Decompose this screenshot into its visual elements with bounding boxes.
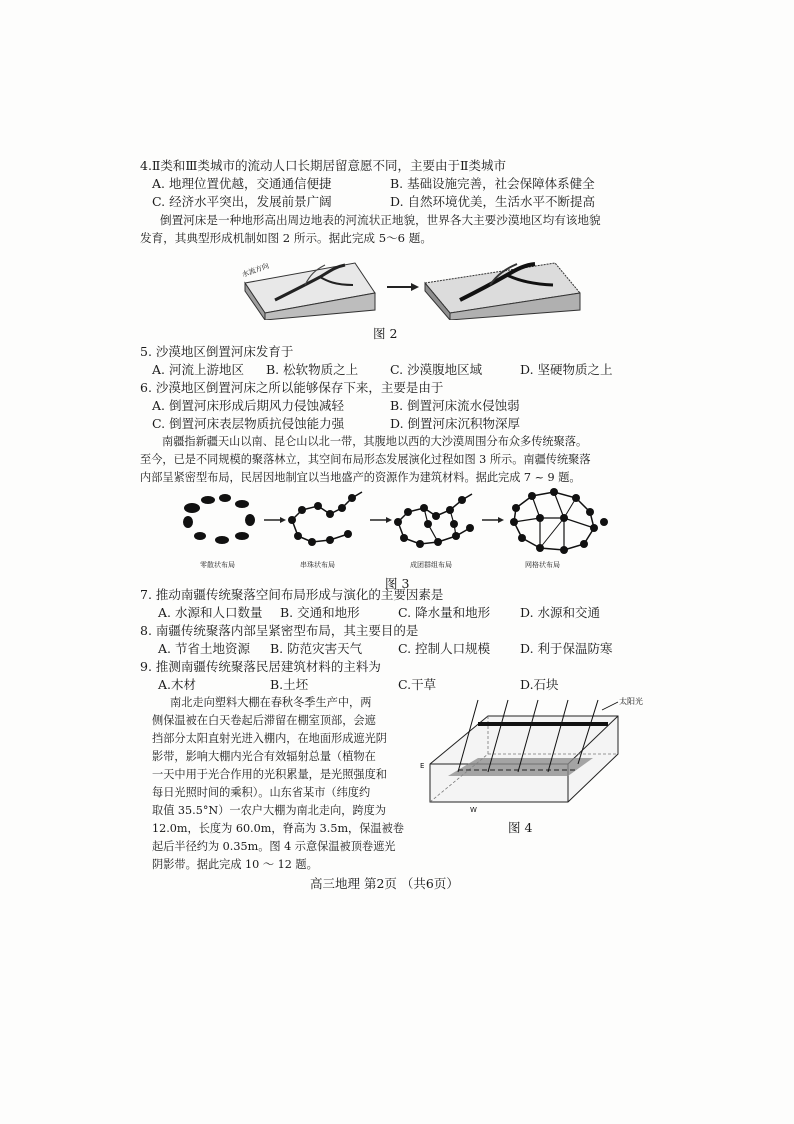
figure-3-diagram (180, 488, 620, 558)
q5-option-a: A. 河流上游地区 (152, 362, 244, 377)
east-label: E (420, 762, 425, 770)
intro-10-12-line2: 侧保温被在白天卷起后滞留在棚室顶部，会遮 (152, 714, 376, 727)
q5-stem: 5. 沙漠地区倒置河床发育于 (140, 344, 294, 359)
beaded-layout-sketch (288, 492, 362, 546)
figure-4-caption: 图 4 (508, 820, 533, 835)
intro-10-12-line3: 挡部分太阳直射光进入棚内，在地面形成遮光阴 (152, 732, 387, 745)
q9-option-c: C.干草 (398, 677, 437, 692)
q4-option-b: B. 基础设施完善，社会保障体系健全 (390, 176, 595, 191)
q6-option-a: A. 倒置河床形成后期风力侵蚀减轻 (152, 398, 344, 413)
q7-option-a: A. 水源和人口数量 (158, 605, 263, 620)
intro-7-9-line3: 内部呈紧密型布局，民居因地制宜以当地盛产的资源作为建筑材料。据此完成 7 ~ 9 题。 (140, 471, 581, 484)
flow-direction-label: 水流方向 (240, 261, 270, 279)
q5-option-c: C. 沙漠腹地区域 (390, 362, 483, 377)
intro-10-12-line6: 每日光照时间的乘积）。山东省某市（纬度约 (152, 786, 371, 799)
figure-4-diagram (418, 694, 648, 814)
q4-option-d: D. 自然环境优美，生活水平不断提高 (390, 194, 596, 209)
clustered-layout-sketch (394, 494, 474, 548)
q7-stem: 7. 推动南疆传统聚落空间布局形成与演化的主要因素是 (140, 587, 444, 602)
figure-2-caption: 图 2 (373, 326, 398, 341)
q6-option-b: B. 倒置河床流水侵蚀弱 (390, 398, 520, 413)
q4-option-c: C. 经济水平突出，发展前景广阔 (152, 194, 332, 209)
intro-10-12-line5: 一天中用于光合作用的光积累量，是光照强度和 (152, 768, 387, 781)
intro-7-9-line2: 至今，已是不同规模的聚落林立，其空间布局形态发展演化过程如图 3 所示。南疆传统聚落 (140, 453, 591, 466)
figure-3-caption: 图 3 (385, 576, 410, 591)
grid-layout-sketch (510, 488, 608, 554)
intro-10-12-line10: 阴影带。据此完成 10 ～ 12 题。 (152, 858, 318, 871)
q8-option-a: A. 节省土地资源 (158, 641, 250, 656)
intro-10-12-line7: 取值 35.5°N）一农户大棚为南北走向，跨度为 (152, 804, 387, 817)
q8-option-d: D. 利于保温防寒 (520, 641, 613, 656)
q7-option-d: D. 水源和交通 (520, 605, 601, 620)
intro-10-12-line4: 影带，影响大棚内光合有效辐射总量（植物在 (152, 750, 376, 763)
fig3-label-grid: 网格状布局 (525, 561, 560, 569)
q9-stem: 9. 推测南疆传统聚落民居建筑材料的主料为 (140, 659, 381, 674)
q6-stem: 6. 沙漠地区倒置河床之所以能够保存下来，主要是由于 (140, 380, 444, 395)
page-footer: 高三地理 第2页 （共6页） (310, 876, 459, 891)
intro-10-12-line8: 12.0m，长度为 60.0m，脊高为 3.5m，保温被卷 (152, 822, 404, 835)
intro-7-9-line1: 南疆指新疆天山以南、昆仑山以北一带，其腹地以西的大沙漠周围分布众多传统聚落。 (162, 435, 588, 448)
q4-option-a: A. 地理位置优越，交通通信便捷 (152, 176, 332, 191)
figure-2-diagram (235, 255, 655, 320)
q9-option-a: A.木材 (158, 677, 197, 692)
q7-option-c: C. 降水量和地形 (398, 605, 491, 620)
intro-10-12-line1: 南北走向塑料大棚在春秋冬季生产中，两 (170, 696, 372, 709)
fig3-label-clustered: 成团群组布局 (410, 561, 452, 569)
sun-light-label: 太阳光 (619, 697, 643, 706)
q6-option-c: C. 倒置河床表层物质抗侵蚀能力强 (152, 416, 345, 431)
q6-option-d: D. 倒置河床沉积物深厚 (390, 416, 521, 431)
west-label: W (470, 806, 477, 814)
q5-option-d: D. 坚硬物质之上 (520, 362, 613, 377)
intro-5-6-line2: 发育，其典型形成机制如图 2 所示。据此完成 5～6 题。 (140, 231, 432, 245)
q8-option-b: B. 防范灾害天气 (270, 641, 363, 656)
q8-stem: 8. 南疆传统聚落内部呈紧密型布局，其主要目的是 (140, 623, 419, 638)
q7-option-b: B. 交通和地形 (280, 605, 360, 620)
q8-option-c: C. 控制人口规模 (398, 641, 491, 656)
q9-option-d: D.石块 (520, 677, 559, 692)
q4-stem: 4.Ⅱ类和Ⅲ类城市的流动人口长期居留意愿不同，主要由于Ⅱ类城市 (140, 158, 506, 173)
q9-option-b: B.土坯 (270, 677, 309, 692)
fig3-label-scattered: 零散状布局 (200, 561, 235, 569)
fig3-label-beaded: 串珠状布局 (300, 561, 335, 569)
q5-option-b: B. 松软物质之上 (266, 362, 359, 377)
scattered-layout-sketch (183, 494, 255, 544)
intro-5-6-line1: 倒置河床是一种地形高出周边地表的河流状正地貌，世界各大主要沙漠地区均有该地貌 (160, 213, 601, 227)
intro-10-12-line9: 起后半径约为 0.35m。图 4 示意保温被顶卷遮光 (152, 840, 396, 853)
